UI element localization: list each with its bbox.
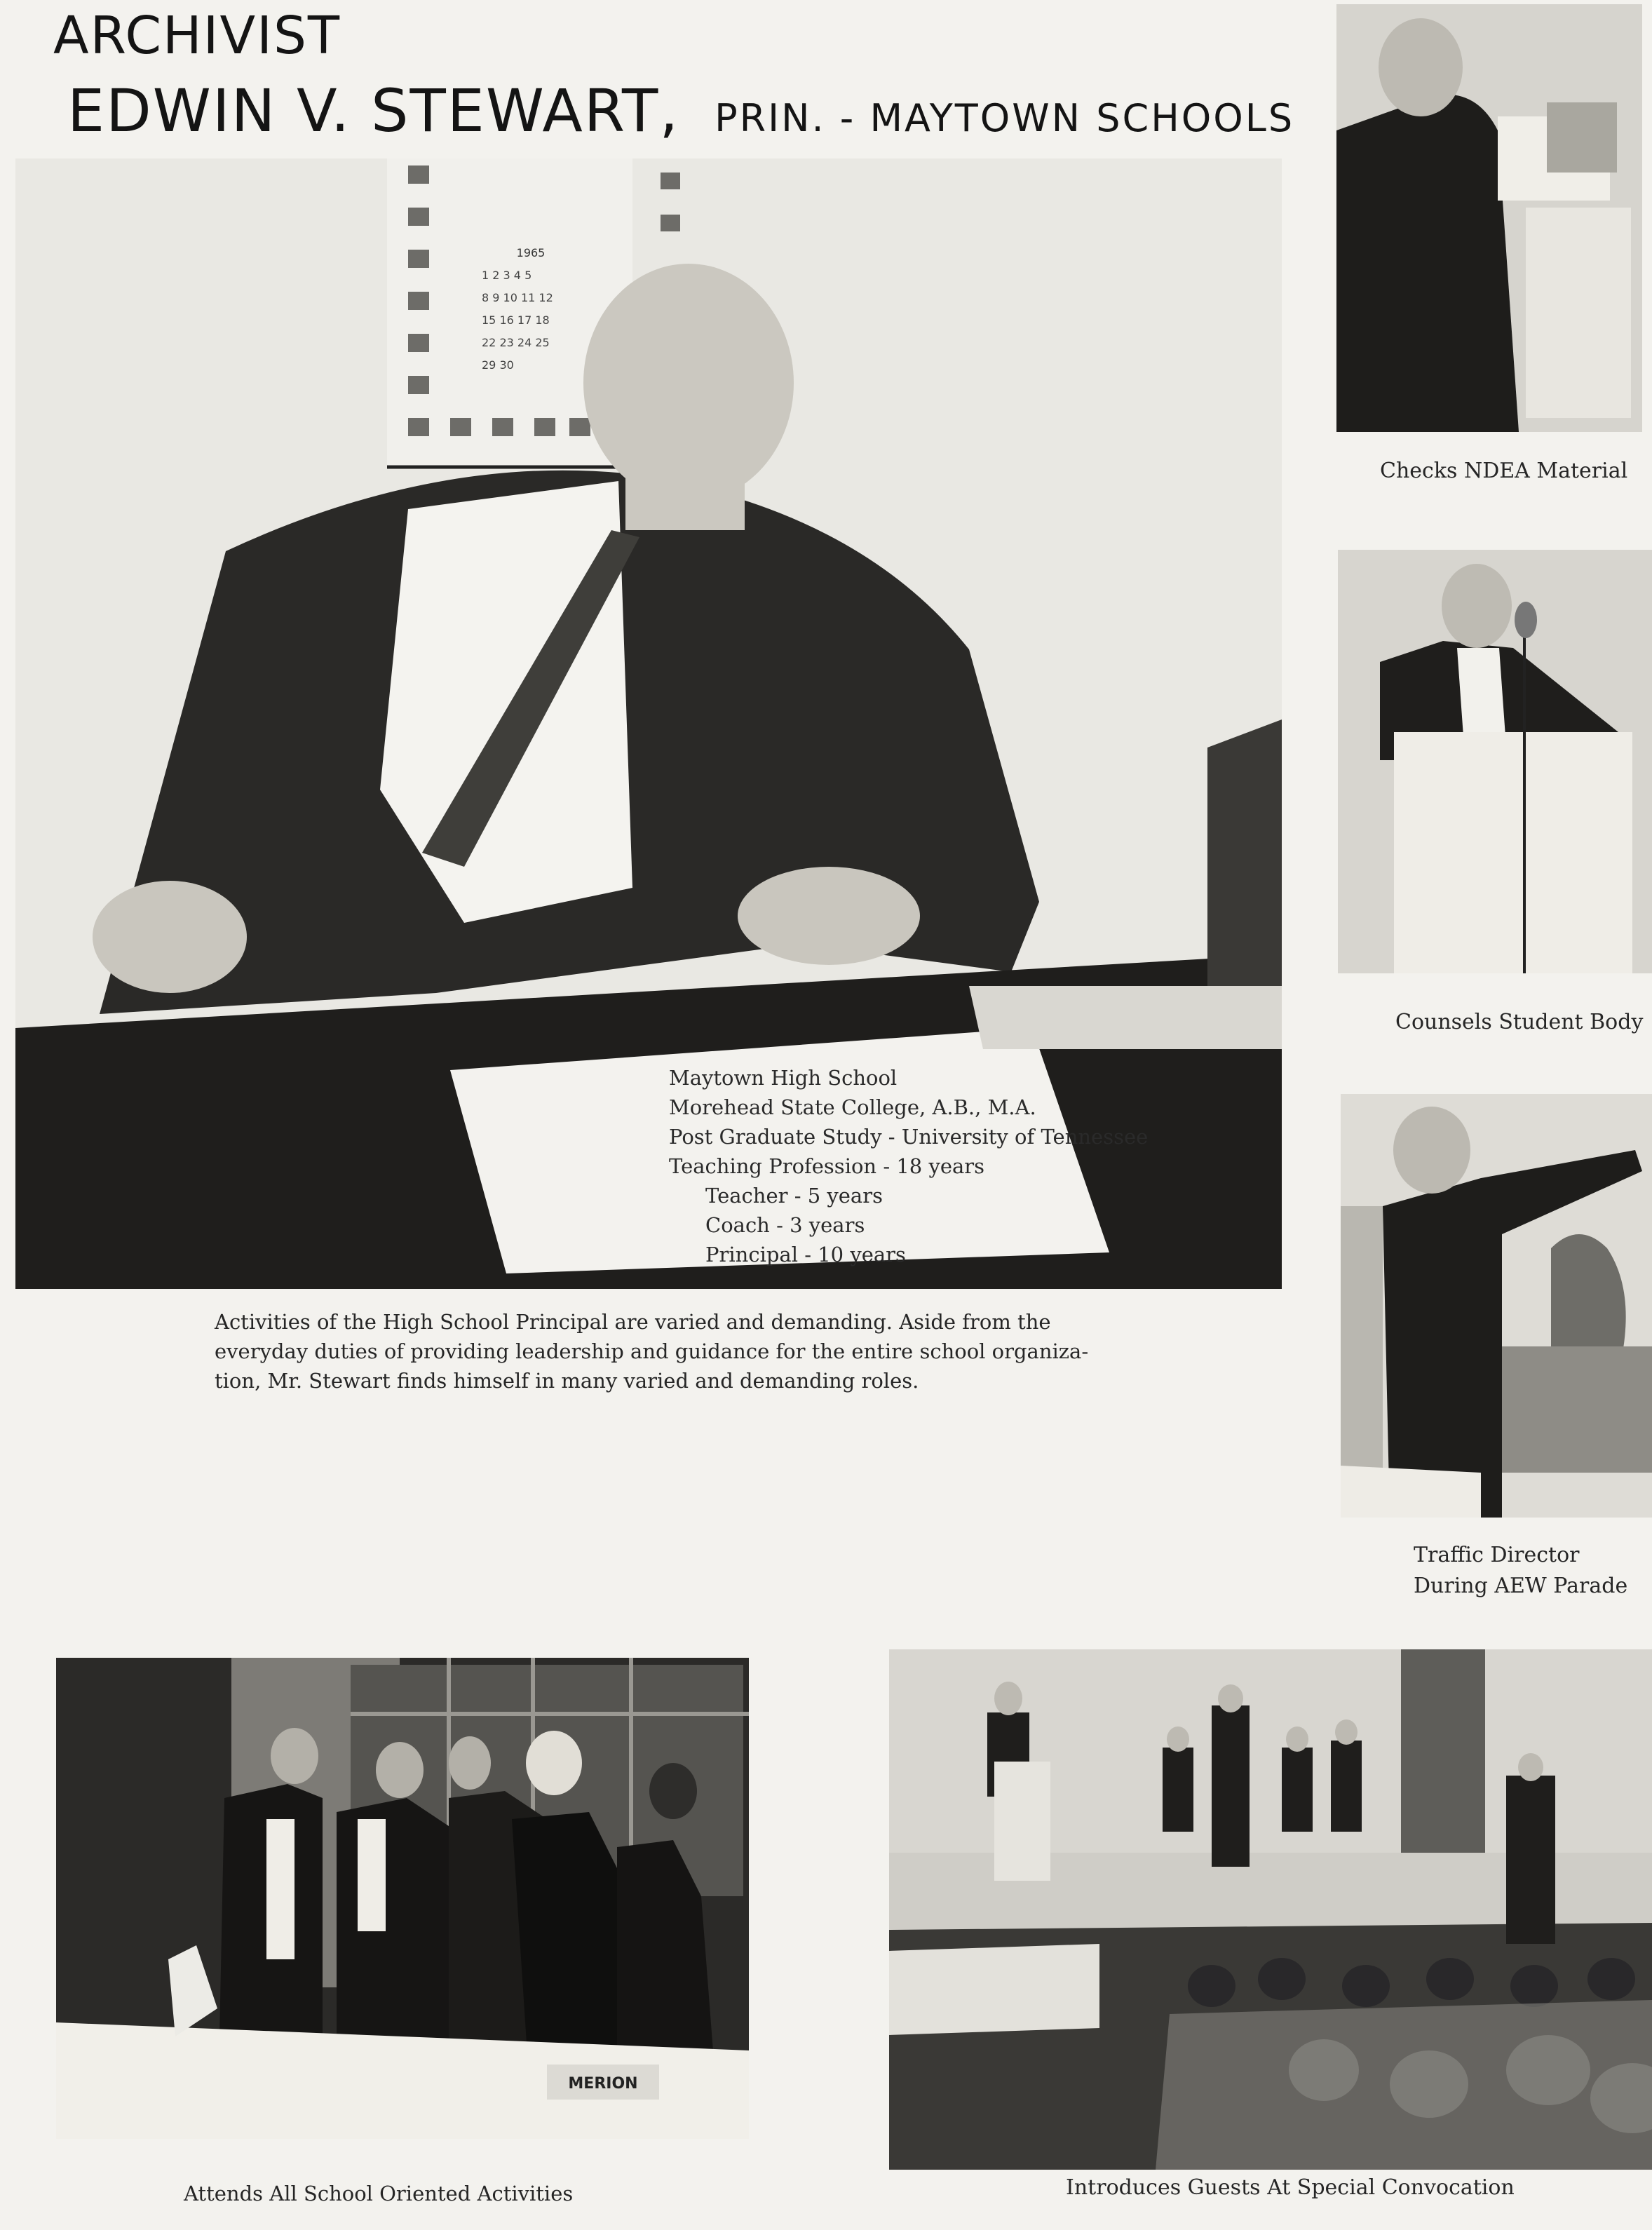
credential-subline: Principal - 10 years	[705, 1243, 906, 1266]
caption-traffic-1: Traffic Director	[1414, 1543, 1580, 1567]
calendar-row: 29 30	[482, 358, 514, 372]
caption-traffic-2: During AEW Parade	[1414, 1574, 1628, 1598]
body-paragraph	[215, 1307, 1098, 1396]
page-supertitle: ARCHIVIST	[53, 6, 341, 66]
credential-subline: Teacher - 5 years	[705, 1184, 883, 1208]
caption-counsels: Counsels Student Body	[1395, 1010, 1644, 1034]
body-line: Activities of the High School Principal are varied and demanding. Aside from the	[215, 1310, 1051, 1334]
counsels-photo	[1338, 550, 1652, 973]
calendar-row: 8 9 10 11 12	[482, 291, 553, 304]
caption-ndea: Checks NDEA Material	[1380, 459, 1628, 483]
credential-line: Morehead State College, A.B., M.A.	[669, 1095, 1036, 1119]
body-line: tion, Mr. Stewart finds himself in many varied and demanding roles.	[215, 1369, 919, 1393]
calendar-year: 1965	[516, 246, 546, 259]
credential-subline: Coach - 3 years	[705, 1213, 865, 1237]
caption-convocation: Introduces Guests At Special Convocation	[1066, 2175, 1515, 2200]
credential-line: Teaching Profession - 18 years	[669, 1154, 985, 1178]
credential-line: Maytown High School	[669, 1066, 898, 1090]
principal-position: PRIN. - MAYTOWN SCHOOLS	[715, 96, 1295, 140]
principal-credentials	[669, 1063, 1148, 1269]
page-title	[67, 76, 1295, 145]
traffic-photo	[1341, 1094, 1652, 1518]
place-card-text: MERION	[568, 2075, 638, 2093]
body-line: everyday duties of providing leadership and guidance for the entire school organiza-	[215, 1339, 1089, 1363]
calendar-row: 1 2 3 4 5	[482, 269, 532, 282]
principal-name: EDWIN V. STEWART,	[67, 76, 680, 145]
caption-activities: Attends All School Oriented Activities	[184, 2182, 574, 2205]
convocation-photo	[889, 1649, 1652, 2170]
calendar-row: 15 16 17 18	[482, 313, 550, 327]
banquet-photo	[56, 1658, 749, 2139]
credential-line: Post Graduate Study - University of Tennessee	[669, 1125, 1149, 1149]
calendar-row: 22 23 24 25	[482, 336, 550, 349]
ndea-photo	[1336, 4, 1642, 432]
